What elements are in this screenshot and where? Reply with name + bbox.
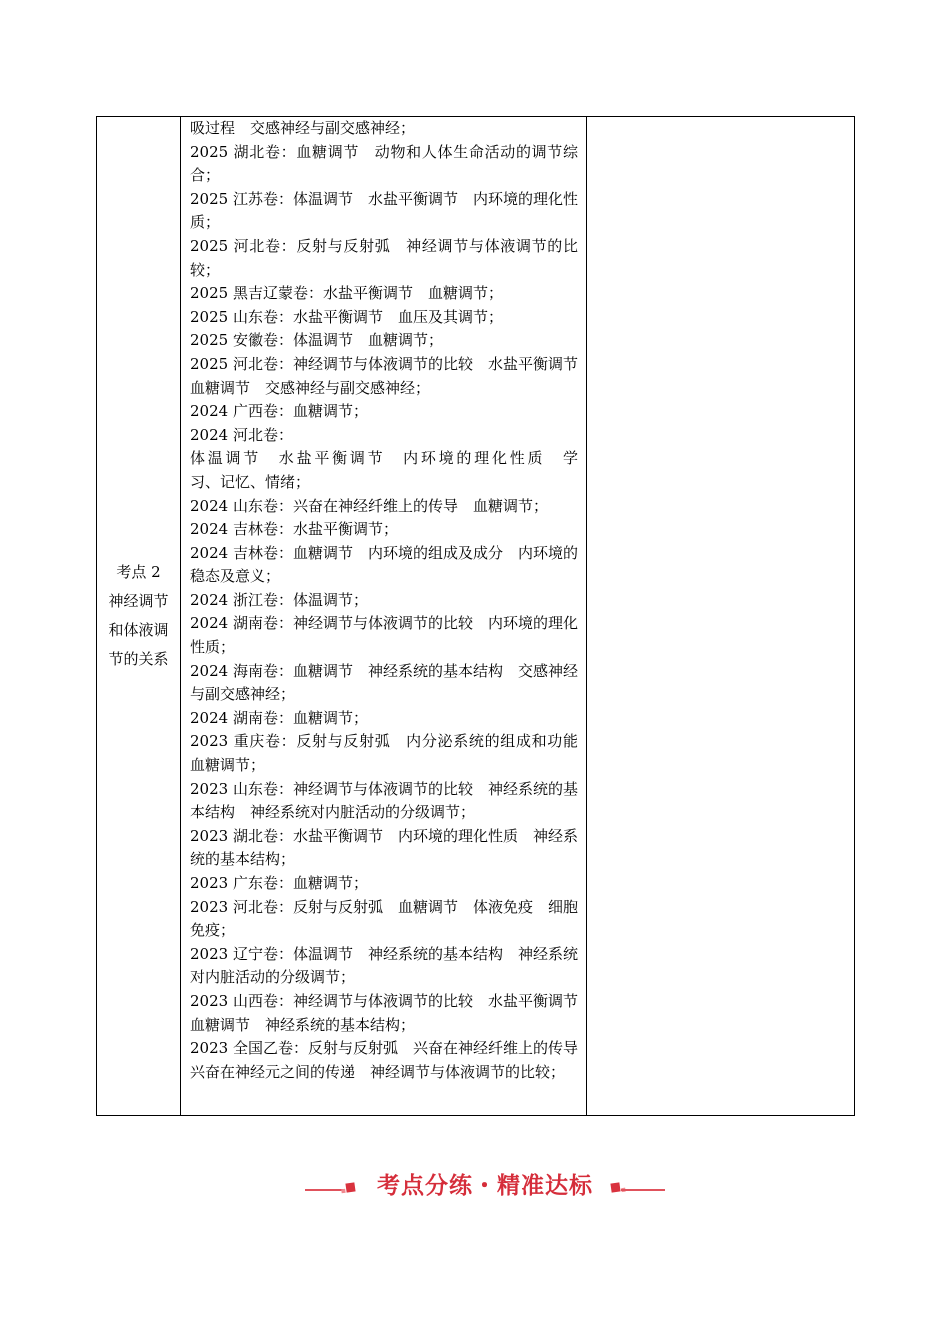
exam-records-list (190, 117, 609, 1084)
exam-record: 2024 浙江卷：体温调节； (190, 590, 368, 609)
exam-record: 2023 全国乙卷：反射与反射弧 兴奋在神经纤维上的传导 兴奋在神经元之间的传递 神经调节与体液调节的比较； (190, 1039, 594, 1081)
exam-record: 2025 河北卷：反射与反射弧 神经调节与体液调节的比较； (190, 236, 578, 279)
exam-record: 2023 河北卷：反射与反射弧 血糖调节 体液免疫 细胞免疫； (190, 897, 578, 940)
exam-record: 2024 湖南卷：血糖调节； (190, 708, 368, 727)
section-banner (305, 1166, 665, 1206)
exam-record: 2023 重庆卷：反射与反射弧 内分泌系统的组成和功能 血糖调节； (190, 732, 594, 775)
exam-record: 2025 安徽卷：体温调节 血糖调节； (190, 331, 443, 350)
topic-table (96, 116, 855, 1116)
exam-records-cell (181, 117, 609, 1116)
exam-record: 2025 黑吉辽蒙卷：水盐平衡调节 血糖调节； (190, 284, 503, 303)
exam-record: 2024 山东卷：兴奋在神经纤维上的传导 血糖调节； (190, 496, 548, 515)
exam-record: 2023 辽宁卷：体温调节 神经系统的基本结构 神经系统对内脏活动的分级调节； (190, 944, 578, 987)
exam-record: 2023 山西卷：神经调节与体液调节的比较 水盐平衡调节 血糖调节 神经系统的基本结构； (190, 991, 594, 1034)
exam-record: 体温调节 水盐平衡调节 内环境的理化性质 学 习、记忆、情绪； (190, 449, 609, 491)
banner-square-icon (345, 1182, 355, 1192)
notes-cell (587, 117, 855, 1116)
exam-record: 2023 广东卷：血糖调节； (190, 874, 368, 892)
exam-record: 2024 吉林卷：血糖调节 内环境的组成及成分 内环境的稳态及意义； (190, 543, 578, 586)
exam-record: 2025 山东卷：水盐平衡调节 血压及其调节； (190, 307, 503, 326)
exam-record: 2023 湖北卷：水盐平衡调节 内环境的理化性质 神经系统的基本结构； (190, 826, 578, 869)
exam-record: 2025 河北卷：神经调节与体液调节的比较 水盐平衡调节 血糖调节 交感神经与副交感神经； (190, 354, 594, 397)
banner-square-icon (610, 1182, 620, 1192)
exam-record: 2025 湖北卷：血糖调节 动物和人体生命活动的调节综合； (190, 142, 578, 185)
banner-divider-right (621, 1189, 665, 1191)
exam-record: 2024 广西卷：血糖调节； (190, 402, 368, 421)
topic-label: 神经调节 (108, 592, 169, 610)
topic-label: 考点 2 (116, 563, 161, 581)
exam-record: 吸过程 交感神经与副交感神经； (190, 119, 416, 137)
exam-record: 2025 江苏卷：体温调节 水盐平衡调节 内环境的理化性质； (190, 189, 578, 232)
table-row (97, 117, 855, 1116)
exam-record: 2023 山东卷：神经调节与体液调节的比较 神经系统的基本结构 神经系统对内脏活动的分级调节； (190, 779, 578, 822)
section-title: 考点分练・精准达标 (377, 1173, 593, 1199)
exam-record: 2024 湖南卷：神经调节与体液调节的比较 内环境的理化性质； (190, 614, 578, 657)
exam-record: 2024 河北卷： (190, 425, 293, 444)
exam-record: 2024 海南卷：血糖调节 神经系统的基本结构 交感神经与副交感神经； (190, 661, 578, 704)
banner-divider-left (305, 1189, 345, 1191)
exam-record: 2024 吉林卷：水盐平衡调节； (190, 520, 398, 539)
topic-label: 节的关系 (108, 650, 169, 668)
topic-label: 和体液调 (108, 621, 169, 639)
topic-cell (97, 117, 181, 1116)
